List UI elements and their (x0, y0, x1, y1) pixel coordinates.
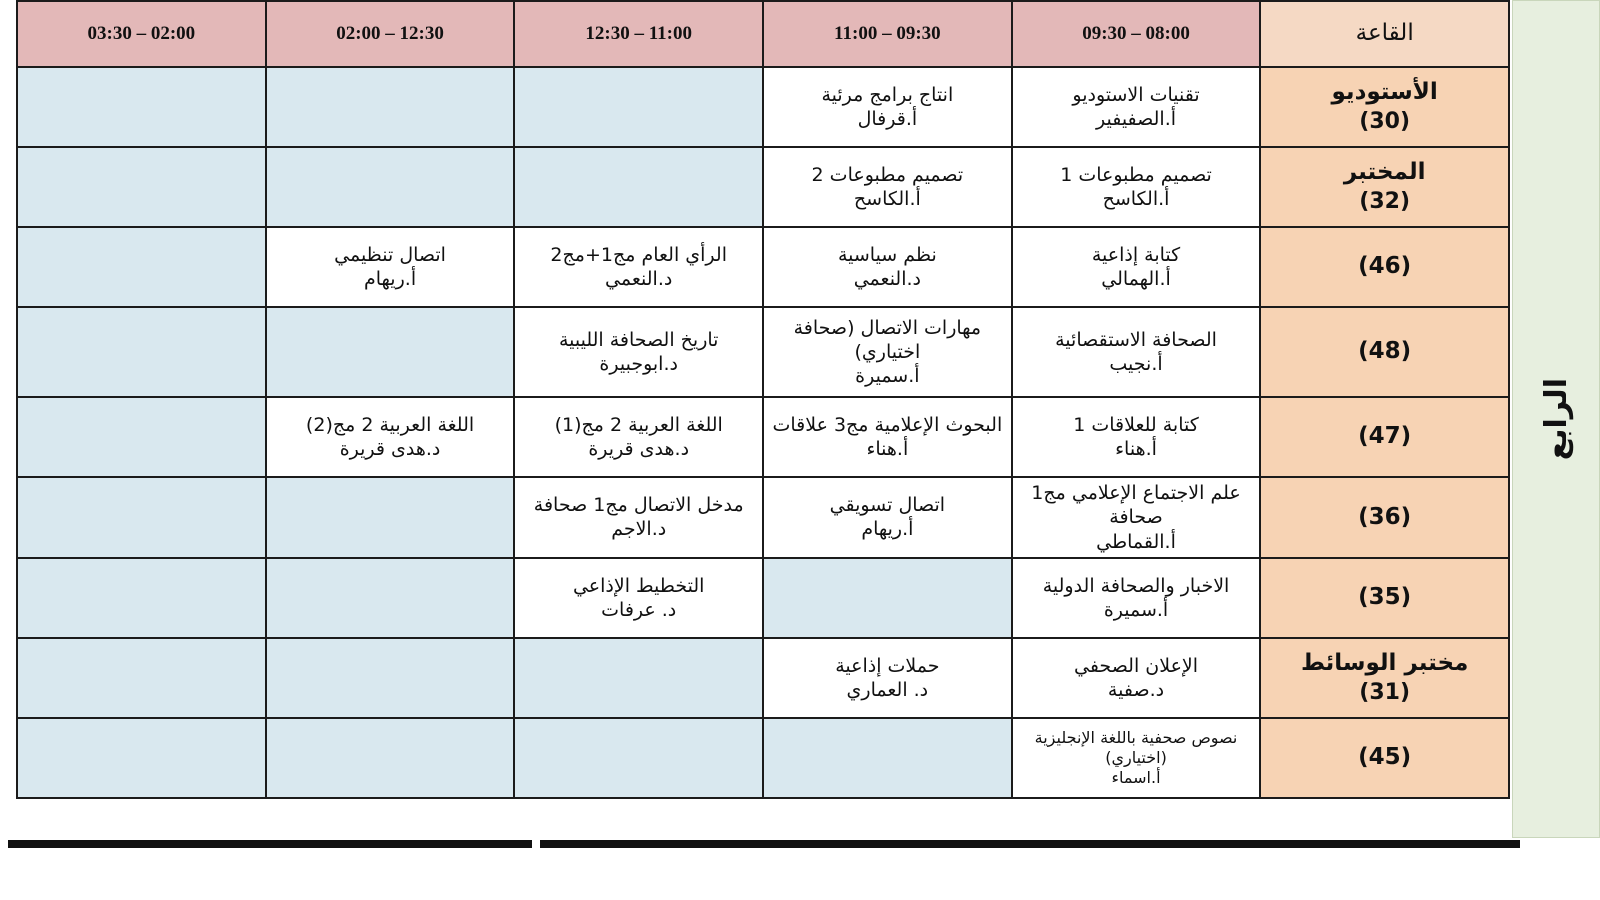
lesson-teacher: د. العماري (846, 678, 929, 701)
lesson-teacher: أ.قرفال (857, 108, 918, 130)
room-number: (46) (1358, 253, 1412, 280)
lesson-cell (1012, 558, 1261, 638)
lesson-teacher: أ.الكاسح (853, 188, 921, 210)
header-time-slot-1: 08:00 – 09:30 (1012, 1, 1261, 67)
lesson-cell (1012, 147, 1261, 227)
table-row (17, 718, 1509, 798)
lesson-teacher: أ.ريهام (364, 268, 417, 290)
room-number: (48) (1358, 338, 1412, 365)
lesson-title: مدخل الاتصال مج1 صحافة (533, 494, 744, 517)
table-row (17, 227, 1509, 307)
empty-cell (17, 558, 266, 638)
lesson-title: تصميم مطبوعات 2 (811, 163, 964, 186)
empty-cell (17, 718, 266, 798)
room-label (1260, 147, 1509, 227)
lesson-teacher: أ.سميرة (855, 365, 920, 388)
empty-cell (17, 638, 266, 718)
empty-cell (17, 227, 266, 307)
bottom-decoration (0, 838, 1600, 852)
lesson-title: مهارات الاتصال (صحافة اختياري) (793, 316, 982, 363)
empty-cell (763, 718, 1012, 798)
empty-cell (514, 718, 763, 798)
header-time-slot-4: 12:30 – 02:00 (266, 1, 515, 67)
day-label: الرابع (1538, 377, 1574, 461)
lesson-cell (1012, 67, 1261, 147)
lesson-cell (1012, 307, 1261, 397)
lesson-teacher: أ.الهمالي (1101, 268, 1171, 290)
lesson-cell (1012, 227, 1261, 307)
empty-cell (17, 307, 266, 397)
empty-cell (514, 147, 763, 227)
room-label (1260, 307, 1509, 397)
lesson-title: نصوص صحفية باللغة الإنجليزية (اختياري) (1034, 727, 1238, 767)
table-row (17, 638, 1509, 718)
room-name: المختبر (1343, 159, 1426, 186)
lesson-teacher: أ.القماطي (1096, 530, 1176, 553)
room-number: (32) (1359, 188, 1411, 214)
lesson-teacher: د. عرفات (601, 598, 677, 621)
lesson-title: نظم سياسية (837, 243, 937, 266)
table-row (17, 307, 1509, 397)
table-row (17, 147, 1509, 227)
table-row (17, 67, 1509, 147)
lesson-title: اتصال تنظيمي (334, 243, 446, 266)
lesson-teacher: د.النعمي (853, 268, 921, 290)
header-time-slot-2: 09:30 – 11:00 (763, 1, 1012, 67)
header-time-slot-5: 02:00 – 03:30 (17, 1, 266, 67)
empty-cell (266, 147, 515, 227)
lesson-cell (1012, 477, 1261, 558)
room-number: (30) (1359, 108, 1411, 134)
lesson-teacher: د.ابوجبيرة (599, 353, 678, 375)
room-number: (45) (1358, 744, 1412, 771)
lesson-teacher: أ.ريهام (861, 518, 914, 541)
lesson-title: كتابة إذاعية (1091, 243, 1181, 266)
lesson-cell (763, 147, 1012, 227)
room-number: (47) (1358, 423, 1412, 450)
lesson-title: علم الاجتماع الإعلامي مج1 صحافة (1031, 482, 1241, 529)
room-name: الأستوديو (1331, 79, 1438, 106)
table-body (17, 67, 1509, 798)
lesson-cell (763, 397, 1012, 477)
bottom-bar-segment-light (540, 840, 1520, 848)
lesson-cell (763, 307, 1012, 397)
room-label (1260, 67, 1509, 147)
table-row (17, 397, 1509, 477)
lesson-cell (266, 397, 515, 477)
empty-cell (17, 397, 266, 477)
lesson-teacher: أ.هناء (1115, 438, 1157, 460)
room-number: (35) (1358, 584, 1412, 611)
lesson-cell (266, 227, 515, 307)
header-time-slot-3: 11:00 – 12:30 (514, 1, 763, 67)
room-name: مختبر الوسائط (1300, 650, 1469, 677)
empty-cell (514, 638, 763, 718)
schedule-table (16, 0, 1510, 799)
lesson-title: انتاج برامج مرئية (821, 83, 954, 106)
room-number: (31) (1359, 679, 1411, 705)
lesson-cell (763, 638, 1012, 718)
lesson-cell (1012, 397, 1261, 477)
header-room-column: القاعة (1260, 1, 1509, 67)
lesson-cell (514, 307, 763, 397)
empty-cell (266, 477, 515, 558)
empty-cell (763, 558, 1012, 638)
lesson-cell (763, 67, 1012, 147)
lesson-title: الصحافة الاستقصائية (1055, 328, 1217, 351)
room-label (1260, 718, 1509, 798)
lesson-title: كتابة للعلاقات 1 (1073, 413, 1199, 436)
empty-cell (266, 67, 515, 147)
empty-cell (266, 638, 515, 718)
lesson-cell (514, 397, 763, 477)
table-row (17, 558, 1509, 638)
lesson-title: اللغة العربية 2 مج(1) (554, 413, 723, 436)
lesson-teacher: أ.اسماء (1111, 767, 1161, 787)
lesson-teacher: د.الاجم (611, 518, 667, 541)
lesson-cell (763, 477, 1012, 558)
lesson-title: اللغة العربية 2 مج(2) (305, 413, 475, 436)
lesson-teacher: أ.سميرة (1103, 598, 1169, 621)
room-label (1260, 397, 1509, 477)
empty-cell (17, 67, 266, 147)
lesson-teacher: د.النعمي (605, 268, 673, 290)
room-label (1260, 558, 1509, 638)
lesson-title: تصميم مطبوعات 1 (1060, 163, 1212, 186)
empty-cell (266, 718, 515, 798)
empty-cell (266, 558, 515, 638)
empty-cell (266, 307, 515, 397)
empty-cell (17, 477, 266, 558)
lesson-teacher: أ.نجيب (1109, 353, 1163, 375)
bottom-bar-segment-dark (8, 840, 532, 848)
room-number: (36) (1358, 503, 1412, 530)
lesson-title: حملات إذاعية (835, 654, 940, 677)
lesson-cell (514, 558, 763, 638)
room-label (1260, 477, 1509, 558)
table-header (17, 1, 1509, 67)
lesson-cell (514, 477, 763, 558)
lesson-cell (514, 227, 763, 307)
lesson-title: الاخبار والصحافة الدولية (1042, 574, 1230, 597)
header-row (17, 1, 1509, 67)
room-label (1260, 227, 1509, 307)
empty-cell (514, 67, 763, 147)
lesson-title: الرأي العام مج1+مج2 (550, 243, 727, 266)
lesson-title: التخطيط الإذاعي (572, 574, 705, 597)
day-band (1512, 0, 1600, 838)
lesson-cell (1012, 638, 1261, 718)
lesson-title: اتصال تسويقي (829, 494, 946, 517)
lesson-title: الإعلان الصحفي (1073, 654, 1199, 677)
lesson-cell (763, 227, 1012, 307)
empty-cell (17, 147, 266, 227)
lesson-title: تقنيات الاستوديو (1072, 83, 1200, 106)
lesson-teacher: د.هدى قريرة (339, 438, 441, 460)
lesson-title: البحوث الإعلامية مج3 علاقات (772, 413, 1003, 436)
lesson-teacher: أ.الكاسح (1102, 188, 1170, 210)
lesson-teacher: أ.الصفيفير (1095, 108, 1177, 130)
room-label (1260, 638, 1509, 718)
lesson-teacher: د.صفية (1107, 678, 1165, 701)
lesson-teacher: أ.هناء (866, 438, 909, 460)
lesson-title: تاريخ الصحافة الليبية (558, 328, 719, 351)
lesson-teacher: د.هدى قريرة (588, 438, 690, 460)
table-row (17, 477, 1509, 558)
lesson-cell (1012, 718, 1261, 798)
